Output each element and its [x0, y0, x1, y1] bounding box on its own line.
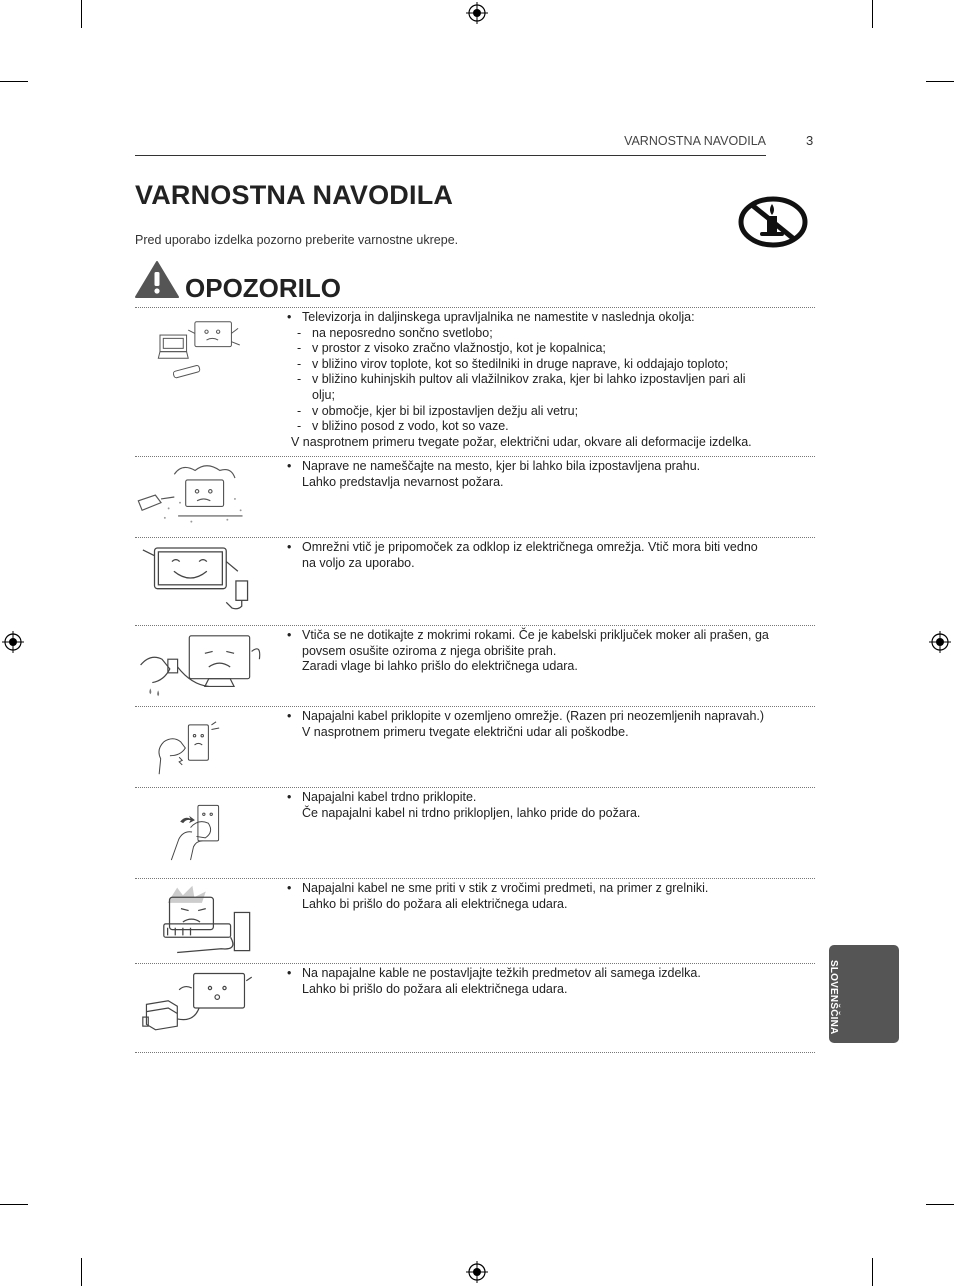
wet-hands-illustration: [135, 630, 265, 704]
item-text: [287, 628, 807, 675]
tv-environment-illustration: [155, 312, 263, 388]
warning-item: [135, 881, 815, 963]
warning-item: [135, 966, 815, 1052]
crop-mark: [872, 0, 873, 28]
crop-mark: [0, 81, 28, 82]
warning-icon: [135, 260, 179, 298]
sub-item: - v območje, kjer bi bil izpostavljen dežju ali vetru;: [287, 404, 807, 420]
header-rule: [135, 155, 766, 156]
crop-mark: [81, 1258, 82, 1286]
warning-item: [135, 790, 815, 878]
item-text: [287, 881, 807, 912]
item-text: [287, 540, 807, 571]
bullet-text: • Televizorja in daljinskega upravljalnika ne namestite v naslednja okolja:: [287, 310, 807, 326]
warning-title: OPOZORILO: [185, 273, 341, 303]
sub-item-continuation: olju;: [312, 387, 335, 402]
warning-item: [135, 540, 815, 625]
registration-mark-icon: [2, 631, 24, 653]
running-header: VARNOSTNA NAVODILA: [624, 134, 766, 148]
bullet-text: • Napajalni kabel trdno priklopite.: [287, 790, 807, 806]
row-separator: [135, 787, 815, 788]
row-separator: [135, 706, 815, 707]
heater-cable-illustration: [139, 883, 263, 961]
page-number: 3: [806, 133, 814, 148]
bullet-text: • Omrežni vtič je pripomoček za odklop iz električnega omrežja. Vtič mora biti vedno: [287, 540, 807, 556]
item-text: [287, 790, 807, 821]
crop-mark: [872, 1258, 873, 1286]
crop-mark: [0, 1204, 28, 1205]
item-footer: V nasprotnem primeru tvegate požar, električni udar, okvare ali deformacije izdelka.: [291, 434, 752, 449]
item-text: [287, 709, 807, 740]
bullet-text: • Naprave ne nameščajte na mesto, kjer bi lahko bila izpostavljena prahu.: [287, 459, 807, 475]
item-line: Lahko predstavlja nevarnost požara.: [302, 474, 504, 489]
plug-access-illustration: [139, 542, 265, 616]
item-text: [287, 310, 807, 450]
grounded-outlet-illustration: [153, 711, 253, 785]
sub-item: - na neposredno sončno svetlobo;: [287, 326, 807, 342]
language-tab-label: SLOVENŠČINA: [828, 960, 839, 1035]
sub-item: - v bližino kuhinjskih pultov ali vlažilnikov zraka, kjer bi lahko izpostavljen pari ali: [287, 372, 807, 388]
row-separator: [135, 456, 815, 457]
bullet-text: • Napajalni kabel ne sme priti v stik z vročimi predmeti, na primer z grelniki.: [287, 881, 807, 897]
registration-mark-icon: [929, 631, 951, 653]
crop-mark: [926, 81, 954, 82]
registration-mark-icon: [466, 1261, 488, 1283]
no-candle-icon: [738, 196, 808, 248]
sub-item: - v bližino virov toplote, kot so štedilniki in druge naprave, ki oddajajo toploto;: [287, 357, 807, 373]
sub-item: - v prostor z visoko zračno vlažnostjo, kot je kopalnica;: [287, 341, 807, 357]
item-text: [287, 459, 807, 490]
dust-illustration: [135, 461, 261, 533]
warning-item: [135, 709, 815, 787]
row-separator: [135, 537, 815, 538]
item-line: Zaradi vlage bi lahko prišlo do električnega udara.: [302, 659, 578, 674]
registration-mark-icon: [466, 2, 488, 24]
crop-mark: [926, 1204, 954, 1205]
warning-item: [135, 310, 815, 456]
item-line: Lahko bi prišlo do požara ali električnega udara.: [302, 981, 568, 996]
item-line: na voljo za uporabo.: [302, 555, 415, 570]
bullet-text: • Napajalni kabel priklopite v ozemljeno omrežje. (Razen pri neozemljenih napravah.): [287, 709, 807, 725]
row-separator: [135, 963, 815, 964]
language-tab: [829, 945, 899, 1043]
bullet-text: • Na napajalne kable ne postavljajte težkih predmetov ali samega izdelka.: [287, 966, 807, 982]
crop-mark: [81, 0, 82, 28]
secure-plug-illustration: [161, 792, 257, 872]
item-line: Če napajalni kabel ni trdno priklopljen, lahko pride do požara.: [302, 805, 641, 820]
row-separator: [135, 878, 815, 879]
warning-item: [135, 628, 815, 706]
item-line: Lahko bi prišlo do požara ali električnega udara.: [302, 896, 568, 911]
page-title: VARNOSTNA NAVODILA: [135, 180, 454, 210]
item-text: [287, 966, 807, 997]
item-line: V nasprotnem primeru tvegate električni udar ali poškodbe.: [302, 724, 629, 739]
row-separator: [135, 1052, 815, 1053]
item-line: povsem osušite oziroma z njega obrišite prah.: [302, 643, 557, 658]
intro-text: Pred uporabo izdelka pozorno preberite varnostne ukrepe.: [135, 233, 459, 247]
row-separator: [135, 625, 815, 626]
warning-item: [135, 459, 815, 537]
row-separator: [135, 307, 815, 308]
bullet-text: • Vtiča se ne dotikajte z mokrimi rokami. Če je kabelski priključek moker ali prašen, ga: [287, 628, 807, 644]
sub-item: - v bližino posod z vodo, kot so vaze.: [287, 419, 807, 435]
heavy-object-cable-illustration: [141, 968, 259, 1048]
